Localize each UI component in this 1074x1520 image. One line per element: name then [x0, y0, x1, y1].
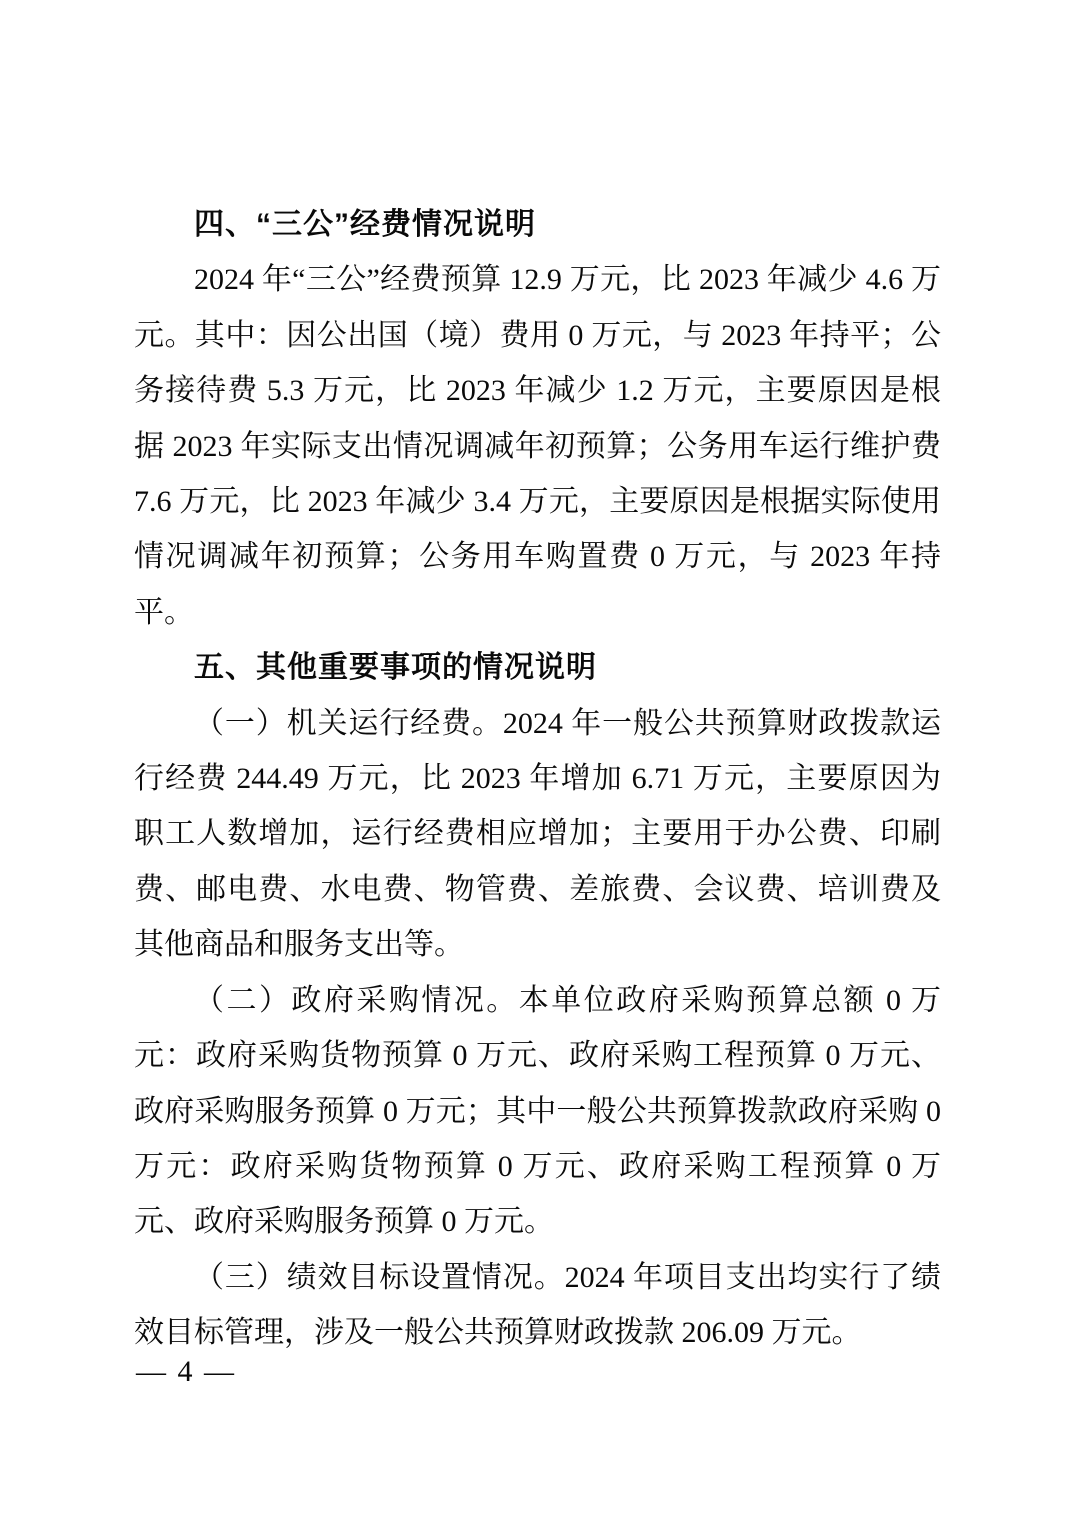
paragraph-body-government-procurement: 本单位政府采购预算总额 0 万元：政府采购货物预算 0 万元、政府采购工程预算 0 万元、政府采购服务预算 0 万元；其中一般公共预算拨款政府采购 0 万元：政府采购货物预算 0 万元、政府采购工程预算 0 万元、政府采购服务预算 0 万元。 [134, 983, 942, 1239]
paragraph-performance-targets [134, 1250, 941, 1361]
paragraph-three-public-funds: 2024 年“三公”经费预算 12.9 万元，比 2023 年减少 4.6 万元。其中：因公出国（境）费用 0 万元，与 2023 年持平；公务接待费 5.3 万元，比 2023 年减少 1.2 万元，主要原因是根据 2023 年实际支出情况调减年初预算；公务用车运行维护费 7.6 万元，比 2023 年减少 3.4 万元，主要原因是根据实际使用情况调减年初预算；公务用车购置费 0 万元，与 2023 年持平。 [134, 263, 941, 629]
paragraph-body-agency-operating-funds: 2024 年一般公共预算财政拨款运行经费 244.49 万元，比 2023 年增加 6.71 万元，主要原因为职工人数增加，运行经费相应增加；主要用于办公费、印刷费、邮电费、水电费、物管费、差旅费、会议费、培训费及其他商品和服务支出等。 [134, 706, 942, 962]
page-number: — 4 — [136, 1355, 236, 1388]
document-content [134, 197, 941, 1361]
section-heading-three-public-funds: 四、“三公”经费情况说明 [194, 208, 536, 241]
paragraph-agency-operating-funds [134, 696, 941, 973]
paragraph-lead-government-procurement: （二）政府采购情况。 [194, 983, 519, 1017]
paragraph-body-performance-targets: 2024 年项目支出均实行了绩效目标管理，涉及一般公共预算财政拨款 206.09 万元。 [134, 1260, 942, 1350]
section-heading-other-important-matters: 五、其他重要事项的情况说明 [194, 651, 597, 685]
paragraph-government-procurement [134, 973, 941, 1250]
paragraph-lead-performance-targets: （三）绩效目标设置情况。 [194, 1260, 565, 1294]
paragraph-lead-agency-operating-funds: （一）机关运行经费。 [194, 706, 503, 740]
